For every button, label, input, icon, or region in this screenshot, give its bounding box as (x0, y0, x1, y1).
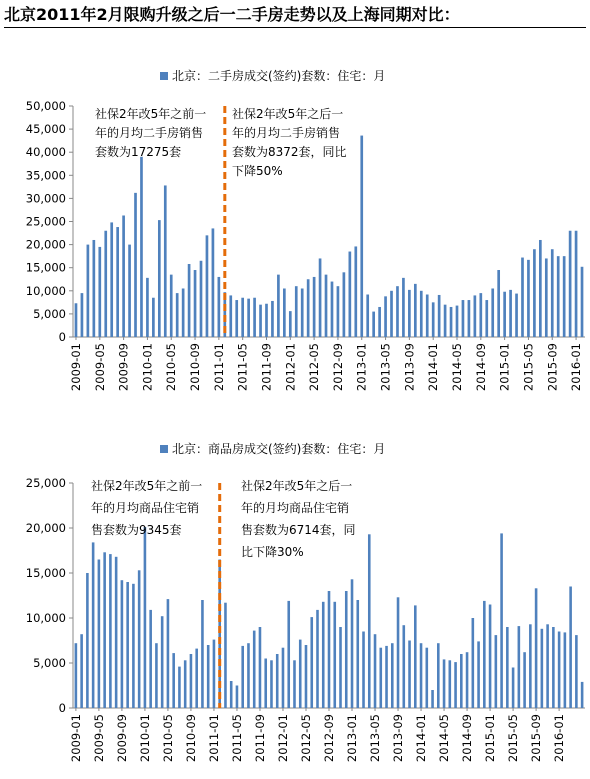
bar (500, 533, 503, 708)
legend (160, 441, 385, 456)
x-tick-label: 2013-05 (368, 714, 382, 763)
bar (80, 634, 83, 708)
bar (182, 288, 185, 337)
bar (521, 258, 524, 337)
bar (146, 278, 149, 337)
x-tick-label: 2011-05 (230, 714, 244, 763)
legend-swatch (160, 445, 168, 453)
bar (322, 602, 325, 708)
bar (224, 603, 227, 708)
bar (546, 624, 549, 708)
bar (218, 277, 221, 337)
x-tick-label: 2010-09 (188, 343, 202, 392)
x-tick-label: 2010-05 (160, 714, 175, 763)
bar (390, 291, 393, 337)
bar (115, 557, 118, 708)
bar (414, 284, 417, 337)
chart-beijing-new-homes (0, 435, 590, 779)
x-tick-label: 2014-01 (426, 343, 441, 392)
bar (518, 626, 521, 708)
bar (109, 554, 112, 708)
bar (301, 288, 304, 337)
x-tick-label: 2014-09 (460, 714, 475, 763)
bar (460, 654, 463, 708)
bar (497, 270, 500, 337)
bar (75, 303, 78, 337)
x-tick-label: 2011-09 (259, 343, 274, 392)
y-tick-label: 25,000 (25, 476, 66, 490)
bar (307, 279, 310, 337)
bar (391, 643, 394, 708)
bar (539, 240, 542, 337)
bar (564, 632, 567, 708)
bar (581, 267, 584, 337)
bar (426, 295, 429, 338)
bar (515, 294, 518, 337)
bar (241, 298, 244, 337)
bar (86, 573, 89, 708)
bar (437, 643, 440, 708)
bar (368, 534, 371, 708)
x-tick-label: 2015-09 (545, 343, 560, 392)
bar (397, 597, 400, 708)
x-tick-label: 2010-05 (164, 343, 179, 392)
bar (253, 298, 256, 337)
annotation-before (95, 106, 206, 159)
annotation-line: 年的月均商品住宅销 (241, 501, 350, 515)
x-tick-label: 2009-05 (92, 343, 107, 392)
x-tick-label: 2016-01 (552, 714, 567, 763)
bar (351, 579, 354, 708)
bar (466, 652, 469, 708)
bar (206, 235, 209, 337)
bar (289, 311, 292, 337)
bar (241, 646, 244, 708)
bar (195, 649, 198, 708)
bar (563, 256, 566, 337)
bar (325, 275, 328, 337)
x-tick-label: 2009-09 (114, 714, 129, 763)
bar (343, 272, 346, 337)
bar (200, 261, 203, 337)
bar (259, 305, 262, 337)
bar (328, 591, 331, 708)
bar (201, 600, 204, 708)
bar (253, 631, 256, 708)
x-tick-label: 2013-09 (391, 714, 405, 763)
legend (160, 68, 385, 83)
bar (167, 599, 170, 708)
annotation-line: 社保2年改5年之后一 (232, 107, 344, 121)
bar (331, 282, 334, 337)
bar (345, 591, 348, 708)
bar (431, 690, 434, 708)
bar (158, 220, 161, 337)
bar (144, 527, 147, 708)
y-tick-label: 20,000 (25, 237, 66, 252)
annotation-line: 年的月均二手房销售 (95, 126, 204, 140)
bar (81, 293, 84, 337)
x-tick-label: 2011-01 (211, 343, 226, 392)
bar (247, 643, 250, 708)
x-tick-label: 2010-09 (183, 714, 198, 763)
bar (161, 616, 164, 708)
y-tick-label: 5,000 (33, 656, 66, 670)
x-tick-label: 2014-05 (450, 343, 464, 392)
x-tick-label: 2012-09 (322, 714, 336, 763)
bar (408, 290, 411, 337)
bar (449, 660, 452, 708)
x-tick-label: 2009-01 (68, 714, 83, 763)
bar (569, 231, 572, 337)
x-tick-label: 2011-09 (253, 714, 267, 763)
bar (360, 136, 363, 337)
bar (170, 275, 173, 337)
bar (529, 624, 532, 708)
bar (152, 298, 155, 337)
bar (503, 292, 506, 337)
x-tick-label: 2015-05 (521, 343, 536, 392)
x-tick-label: 2011-05 (235, 343, 250, 392)
y-tick-label: 35,000 (25, 168, 66, 183)
x-tick-label: 2013-01 (345, 714, 359, 763)
bar (178, 667, 181, 708)
bar (581, 682, 584, 708)
bar (432, 302, 435, 337)
y-tick-label: 5,000 (33, 306, 66, 321)
annotation-line: 社保2年改5年之前一 (91, 479, 203, 493)
x-tick-label: 2014-01 (414, 714, 428, 763)
bar (190, 654, 193, 708)
annotation-line: 年的月均二手房销售 (232, 126, 341, 140)
x-tick-label: 2009-05 (91, 714, 106, 763)
bar (229, 295, 232, 337)
bar (276, 654, 279, 708)
bar (184, 660, 187, 708)
bar (557, 256, 560, 337)
y-tick-label: 10,000 (25, 283, 66, 298)
bar (155, 643, 158, 708)
x-tick-label: 2012-01 (276, 714, 290, 763)
bar (333, 602, 336, 708)
bar (87, 245, 90, 337)
bar (396, 286, 399, 337)
x-tick-label: 2015-01 (497, 343, 512, 392)
x-tick-label: 2016-01 (569, 343, 584, 392)
bar (402, 278, 405, 337)
x-tick-label: 2015-09 (529, 714, 544, 763)
y-tick-label: 10,000 (25, 611, 66, 625)
x-tick-label: 2015-05 (506, 714, 521, 763)
bar (575, 635, 578, 708)
annotation-after (241, 478, 356, 559)
bar (408, 641, 411, 709)
bar (362, 632, 365, 709)
bar (93, 240, 96, 337)
bar (194, 270, 197, 337)
annotation-after (232, 106, 347, 178)
y-tick-label: 45,000 (25, 122, 66, 137)
bar (479, 293, 482, 337)
x-tick-label: 2010-01 (137, 714, 152, 763)
bar (121, 580, 124, 708)
bar (414, 605, 417, 708)
bar (438, 295, 441, 337)
x-tick-label: 2014-05 (437, 714, 452, 763)
y-tick-label: 40,000 (25, 145, 66, 160)
bar (420, 291, 423, 337)
bar (374, 634, 377, 708)
legend-swatch (160, 72, 168, 80)
bar (337, 286, 340, 337)
bar (545, 258, 548, 337)
y-tick-label: 20,000 (25, 521, 66, 535)
bar (230, 681, 233, 708)
bar (126, 582, 129, 708)
bar (354, 246, 357, 337)
bar (149, 610, 152, 708)
annotation-line: 社保2年改5年之后一 (241, 479, 353, 493)
bar (349, 252, 352, 337)
bar (98, 560, 101, 709)
x-tick-label: 2012-05 (307, 343, 322, 392)
annotation-line: 套数为8372套，同比 (232, 145, 347, 159)
bar (176, 293, 179, 337)
annotation-before (91, 478, 202, 537)
annotation-line: 年的月均商品住宅销 (91, 501, 200, 515)
annotation-line: 社保2年改5年之前一 (95, 107, 207, 121)
bar (287, 601, 290, 708)
bar (535, 588, 538, 708)
bar (75, 643, 78, 708)
bar (533, 249, 536, 337)
annotation-line: 比下降30% (241, 545, 304, 559)
bar (420, 643, 423, 708)
bar (509, 290, 512, 337)
legend-label: 北京：二手房成交(签约)套数：住宅：月 (172, 69, 386, 83)
bar (316, 610, 319, 708)
bar (356, 600, 359, 708)
bar (372, 312, 375, 337)
bar (558, 632, 561, 709)
bar (454, 662, 457, 708)
annotation-line: 下降50% (232, 164, 283, 178)
y-tick-label: 15,000 (25, 566, 66, 580)
bar (366, 295, 369, 338)
x-tick-label: 2012-09 (330, 343, 345, 392)
bar (235, 300, 238, 337)
bar (134, 193, 137, 337)
x-tick-label: 2009-09 (116, 343, 131, 392)
chart-beijing-second-hand (0, 58, 590, 428)
bar (385, 646, 388, 708)
bar (569, 587, 572, 709)
bar (456, 306, 459, 337)
x-tick-label: 2015-01 (483, 714, 498, 763)
x-tick-label: 2013-05 (378, 343, 393, 392)
bar (506, 627, 509, 708)
bar (265, 304, 268, 337)
bar (426, 648, 429, 708)
y-tick-label: 0 (58, 330, 66, 344)
x-tick-label: 2012-01 (283, 343, 298, 392)
bar (164, 185, 167, 337)
bar (477, 641, 480, 708)
bar (512, 668, 515, 709)
bar (188, 264, 191, 337)
bar (293, 660, 296, 708)
bar (489, 605, 492, 709)
bar (310, 617, 313, 708)
bar (283, 288, 286, 337)
bar (138, 570, 141, 708)
bar (551, 249, 554, 337)
y-tick-label: 0 (58, 701, 66, 715)
y-tick-label: 30,000 (25, 191, 66, 206)
x-tick-label: 2013-01 (354, 343, 369, 392)
bar (541, 629, 544, 708)
bar (527, 260, 530, 337)
bar (270, 660, 273, 708)
x-tick-label: 2014-09 (473, 343, 488, 392)
bar (295, 286, 298, 337)
bar (110, 222, 113, 337)
bar (128, 245, 131, 337)
bar (247, 299, 250, 337)
bar (236, 686, 239, 709)
bar (103, 552, 106, 708)
bar (319, 258, 322, 337)
bar (282, 648, 285, 708)
bar (450, 307, 453, 337)
bar (379, 648, 382, 708)
bar (495, 635, 498, 708)
bar (92, 542, 95, 708)
bar (116, 227, 119, 337)
x-tick-label: 2012-05 (299, 714, 313, 763)
annotation-line: 套数为17275套 (95, 145, 182, 159)
bar (122, 215, 125, 337)
bar (313, 277, 316, 337)
x-tick-label: 2010-01 (140, 343, 155, 392)
bar (132, 584, 135, 708)
bar (468, 300, 471, 337)
annotation-line: 售套数为9345套 (91, 523, 182, 537)
bar (98, 247, 101, 337)
bar (172, 653, 175, 708)
bar (444, 305, 447, 337)
bar (552, 627, 555, 708)
y-tick-label: 50,000 (25, 99, 66, 113)
legend-label: 北京：商品房成交(签约)套数：住宅：月 (172, 442, 386, 456)
x-tick-label: 2009-01 (69, 343, 83, 392)
bar (140, 157, 143, 337)
bar (443, 659, 446, 708)
y-tick-label: 15,000 (25, 260, 66, 275)
bar (305, 645, 308, 708)
bar (299, 640, 302, 708)
page-title: 北京2011年2月限购升级之后一二手房走势以及上海同期对比： (4, 2, 586, 28)
bar (575, 231, 578, 337)
bar (378, 307, 381, 337)
bar (259, 627, 262, 708)
x-tick-label: 2011-01 (206, 714, 221, 763)
bar (485, 300, 488, 337)
annotation-line: 售套数为6714套，同 (241, 523, 356, 537)
x-tick-label: 2013-09 (402, 343, 417, 392)
bar (339, 627, 342, 708)
bar (212, 228, 215, 337)
bar (491, 288, 494, 337)
bar (277, 275, 280, 337)
bar (213, 640, 216, 708)
bar (104, 231, 107, 337)
bar (462, 300, 465, 337)
bar (402, 625, 405, 708)
bar (474, 295, 477, 337)
bar (271, 301, 274, 337)
bar (483, 601, 486, 708)
bar (207, 645, 210, 708)
bar (384, 296, 387, 337)
bar (264, 659, 267, 709)
bar (523, 652, 526, 708)
y-tick-label: 25,000 (25, 214, 66, 229)
bar (472, 618, 475, 708)
